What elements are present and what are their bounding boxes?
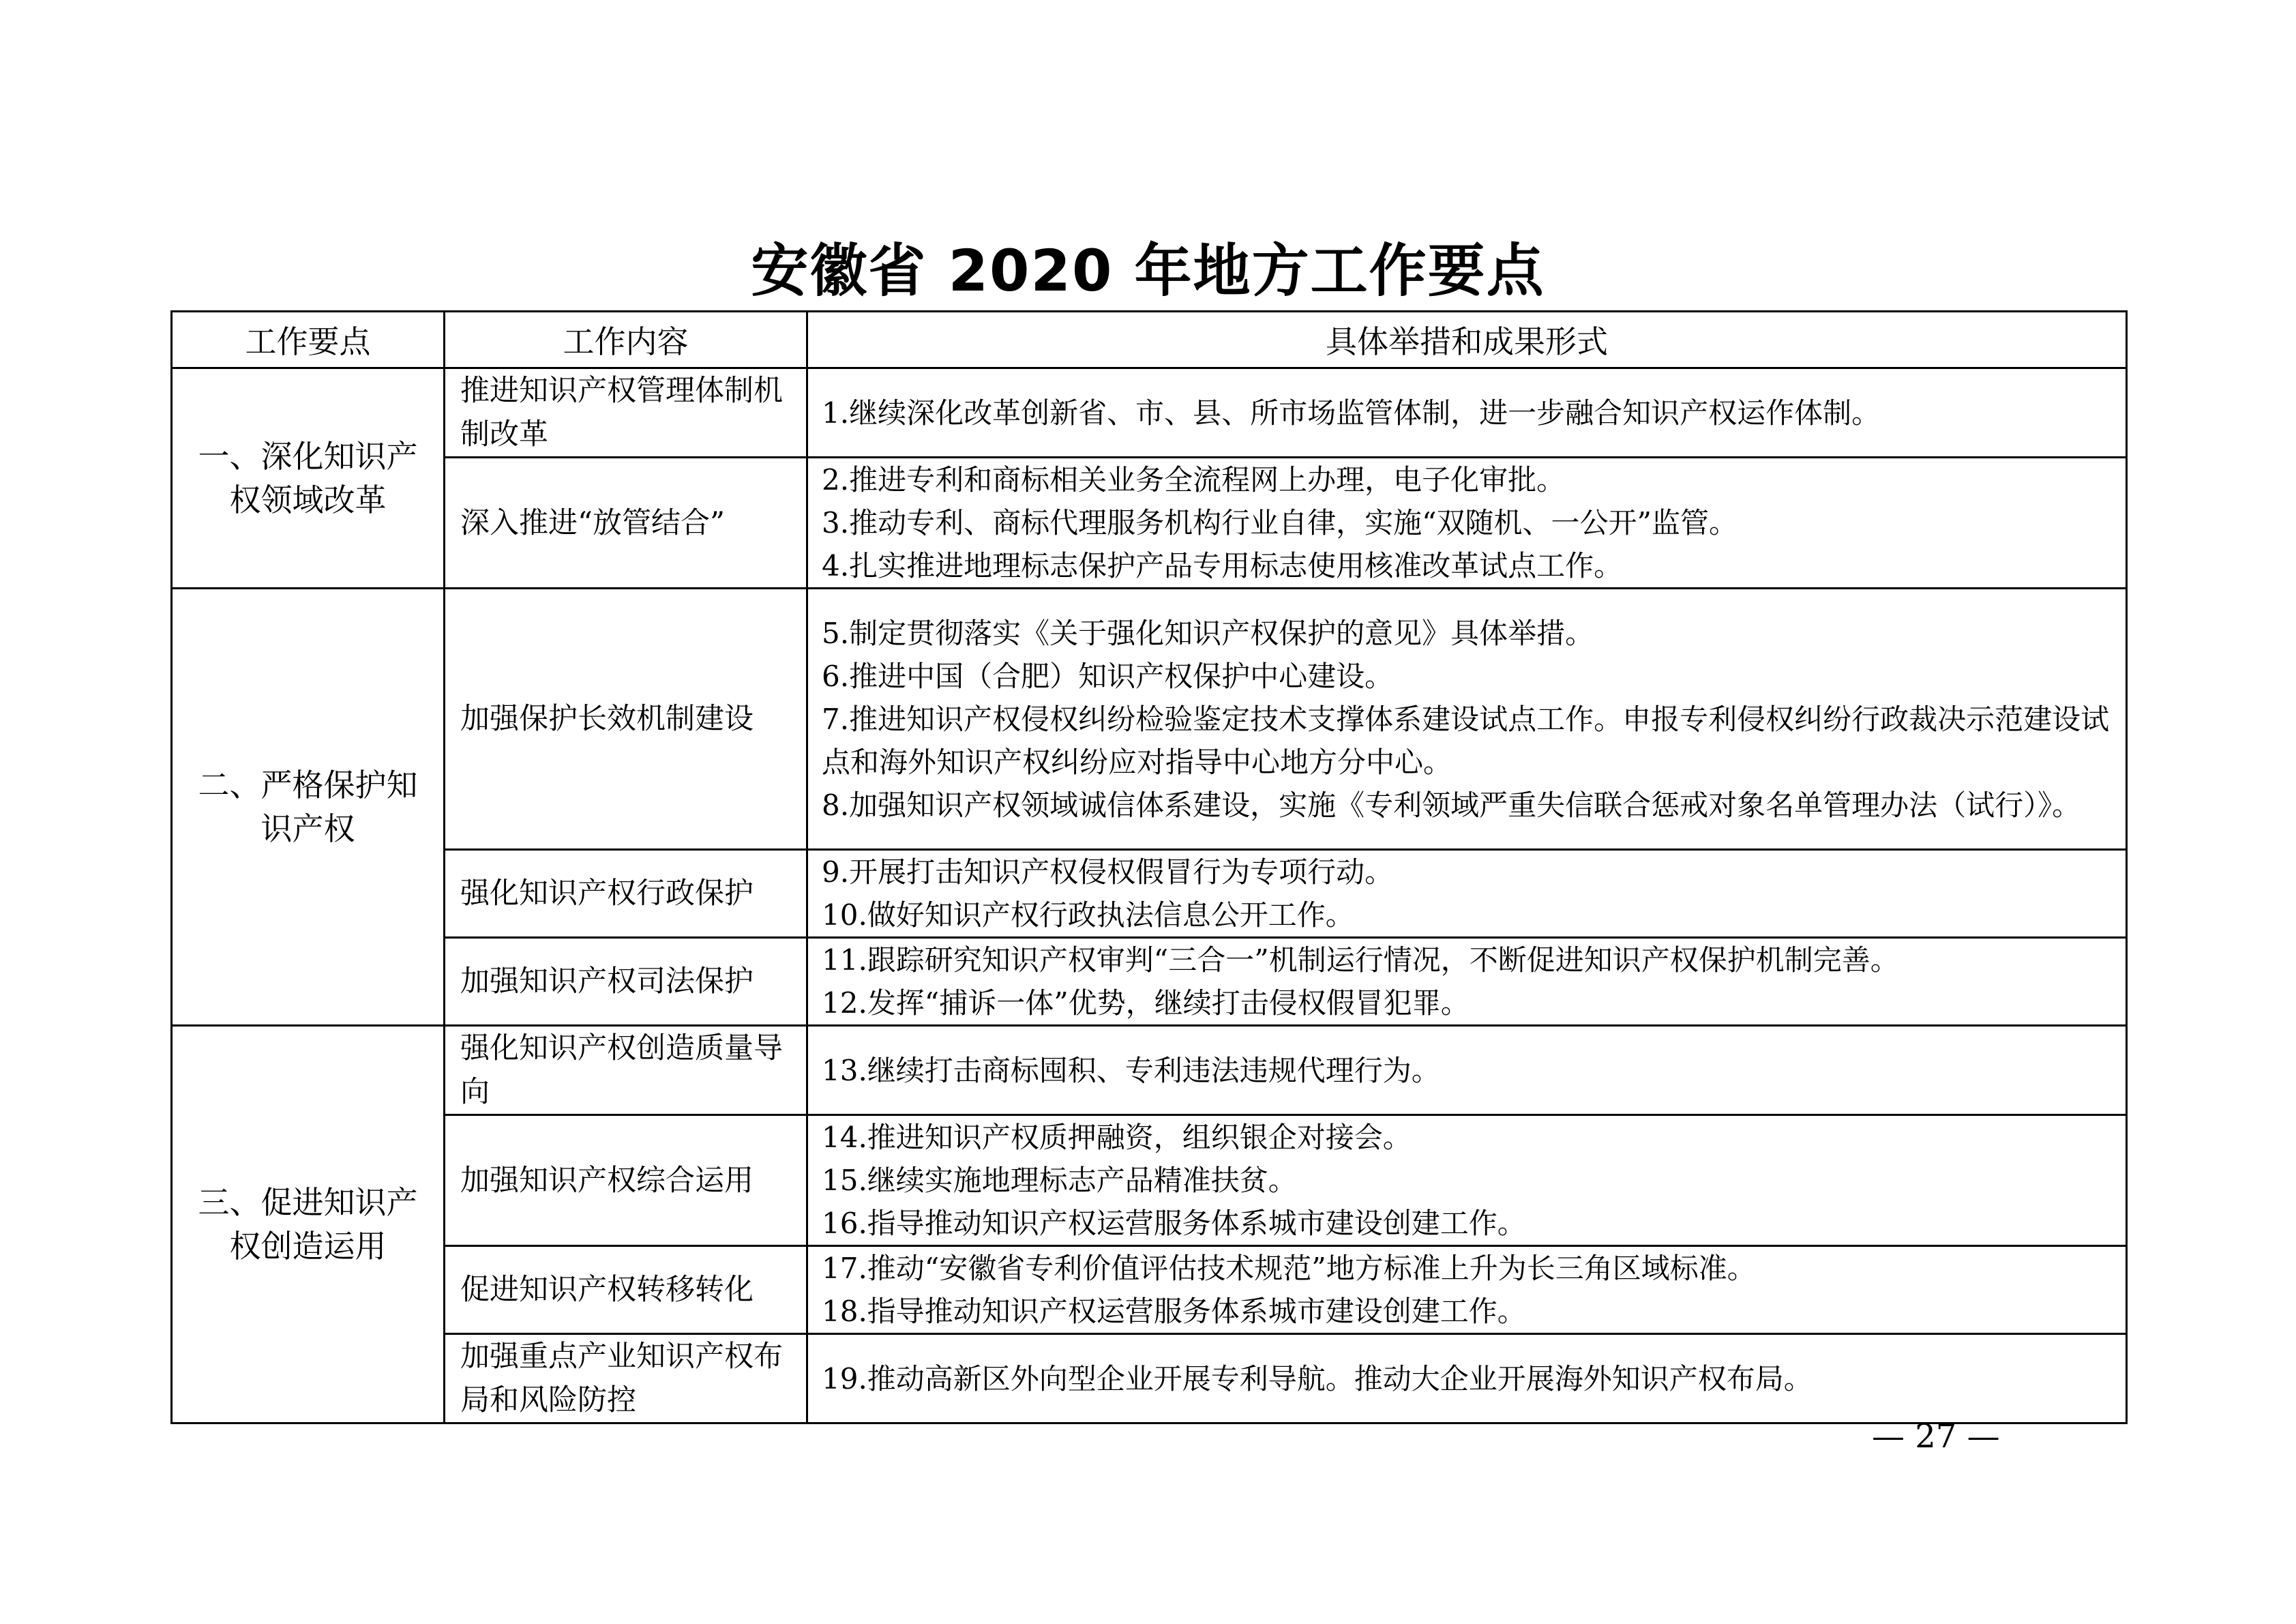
table-row: [172, 1115, 2127, 1246]
measure-item: 8.加强知识产权领域诚信体系建设，实施《专利领域严重失信联合惩戒对象名单管理办法（试行）》。: [822, 788, 2081, 822]
measures-cell: [807, 589, 2127, 850]
measures-cell: [807, 1334, 2127, 1423]
measure-item: 2.推进专利和商标相关业务全流程网上办理，电子化审批。: [822, 463, 1566, 497]
key-point-cell: 三、促进知识产权创造运用: [172, 1026, 445, 1423]
page-number: — 27 —: [1872, 1417, 2000, 1456]
content-cell: 强化知识产权行政保护: [445, 850, 807, 938]
measure-item: 17.推动“安徽省专利价值评估技术规范”地方标准上升为长三角区域标准。: [822, 1252, 1756, 1285]
measure-item: 18.指导推动知识产权运营服务体系城市建设创建工作。: [822, 1295, 1526, 1328]
table-row: [172, 589, 2127, 850]
measures-cell: [807, 1246, 2127, 1334]
table-row: [172, 938, 2127, 1026]
measures-cell: [807, 368, 2127, 458]
measure-item: 14.推进知识产权质押融资，组织银企对接会。: [822, 1121, 1412, 1154]
measures-cell: [807, 458, 2127, 589]
key-point-cell: 一、深化知识产权领域改革: [172, 368, 445, 589]
header-measures: 具体举措和成果形式: [807, 312, 2127, 368]
key-point-cell: 二、严格保护知识产权: [172, 589, 445, 1026]
table-row: [172, 1246, 2127, 1334]
header-key-points: 工作要点: [172, 312, 445, 368]
measures-cell: [807, 850, 2127, 938]
measure-item: 7.推进知识产权侵权纠纷检验鉴定技术支撑体系建设试点工作。申报专利侵权纠纷行政裁决示范建设试点和海外知识产权纠纷应对指导中心地方分中心。: [822, 702, 2110, 779]
table-header-row: [172, 312, 2127, 368]
measures-cell: [807, 1115, 2127, 1246]
measure-item: 4.扎实推进地理标志保护产品专用标志使用核准改革试点工作。: [822, 549, 1623, 582]
content-cell: 强化知识产权创造质量导向: [445, 1026, 807, 1115]
measure-item: 3.推动专利、商标代理服务机构行业自律，实施“双随机、一公开”监管。: [822, 506, 1738, 540]
content-cell: 加强知识产权综合运用: [445, 1115, 807, 1246]
page-title: 安徽省 2020 年地方工作要点: [751, 237, 1545, 304]
measure-item: 5.制定贯彻落实《关于强化知识产权保护的意见》具体举措。: [822, 616, 1594, 650]
table-row: [172, 458, 2127, 589]
measure-item: 16.指导推动知识产权运营服务体系城市建设创建工作。: [822, 1207, 1526, 1240]
table-row: [172, 850, 2127, 938]
measure-item: 10.做好知识产权行政执法信息公开工作。: [822, 898, 1354, 932]
measure-item: 11.跟踪研究知识产权审判“三合一”机制运行情况，不断促进知识产权保护机制完善。: [822, 943, 1899, 977]
table-row: [172, 1026, 2127, 1115]
measure-item: 12.发挥“捕诉一体”优势，继续打击侵权假冒犯罪。: [822, 986, 1470, 1020]
table-row: [172, 368, 2127, 458]
table-row: [172, 1334, 2127, 1423]
measure-item: 6.推进中国（合肥）知识产权保护中心建设。: [822, 659, 1394, 693]
measures-cell: [807, 1026, 2127, 1115]
content-cell: 推进知识产权管理体制机制改革: [445, 368, 807, 458]
measure-item: 19.推动高新区外向型企业开展专利导航。推动大企业开展海外知识产权布局。: [822, 1361, 1813, 1396]
measure-item: 15.继续实施地理标志产品精准扶贫。: [822, 1164, 1297, 1197]
measures-cell: [807, 938, 2127, 1026]
measure-item: 13.继续打击商标囤积、专利违法违规代理行为。: [822, 1053, 1440, 1087]
content-cell: 深入推进“放管结合”: [445, 458, 807, 589]
header-work-content: 工作内容: [445, 312, 807, 368]
measure-item: 1.继续深化改革创新省、市、县、所市场监管体制，进一步融合知识产权运作体制。: [822, 396, 1881, 430]
content-cell: 促进知识产权转移转化: [445, 1246, 807, 1334]
work-points-table: [170, 310, 2128, 1424]
content-cell: 加强知识产权司法保护: [445, 938, 807, 1026]
content-cell: 加强保护长效机制建设: [445, 589, 807, 850]
content-cell: 加强重点产业知识产权布局和风险防控: [445, 1334, 807, 1423]
measure-item: 9.开展打击知识产权侵权假冒行为专项行动。: [822, 855, 1394, 889]
